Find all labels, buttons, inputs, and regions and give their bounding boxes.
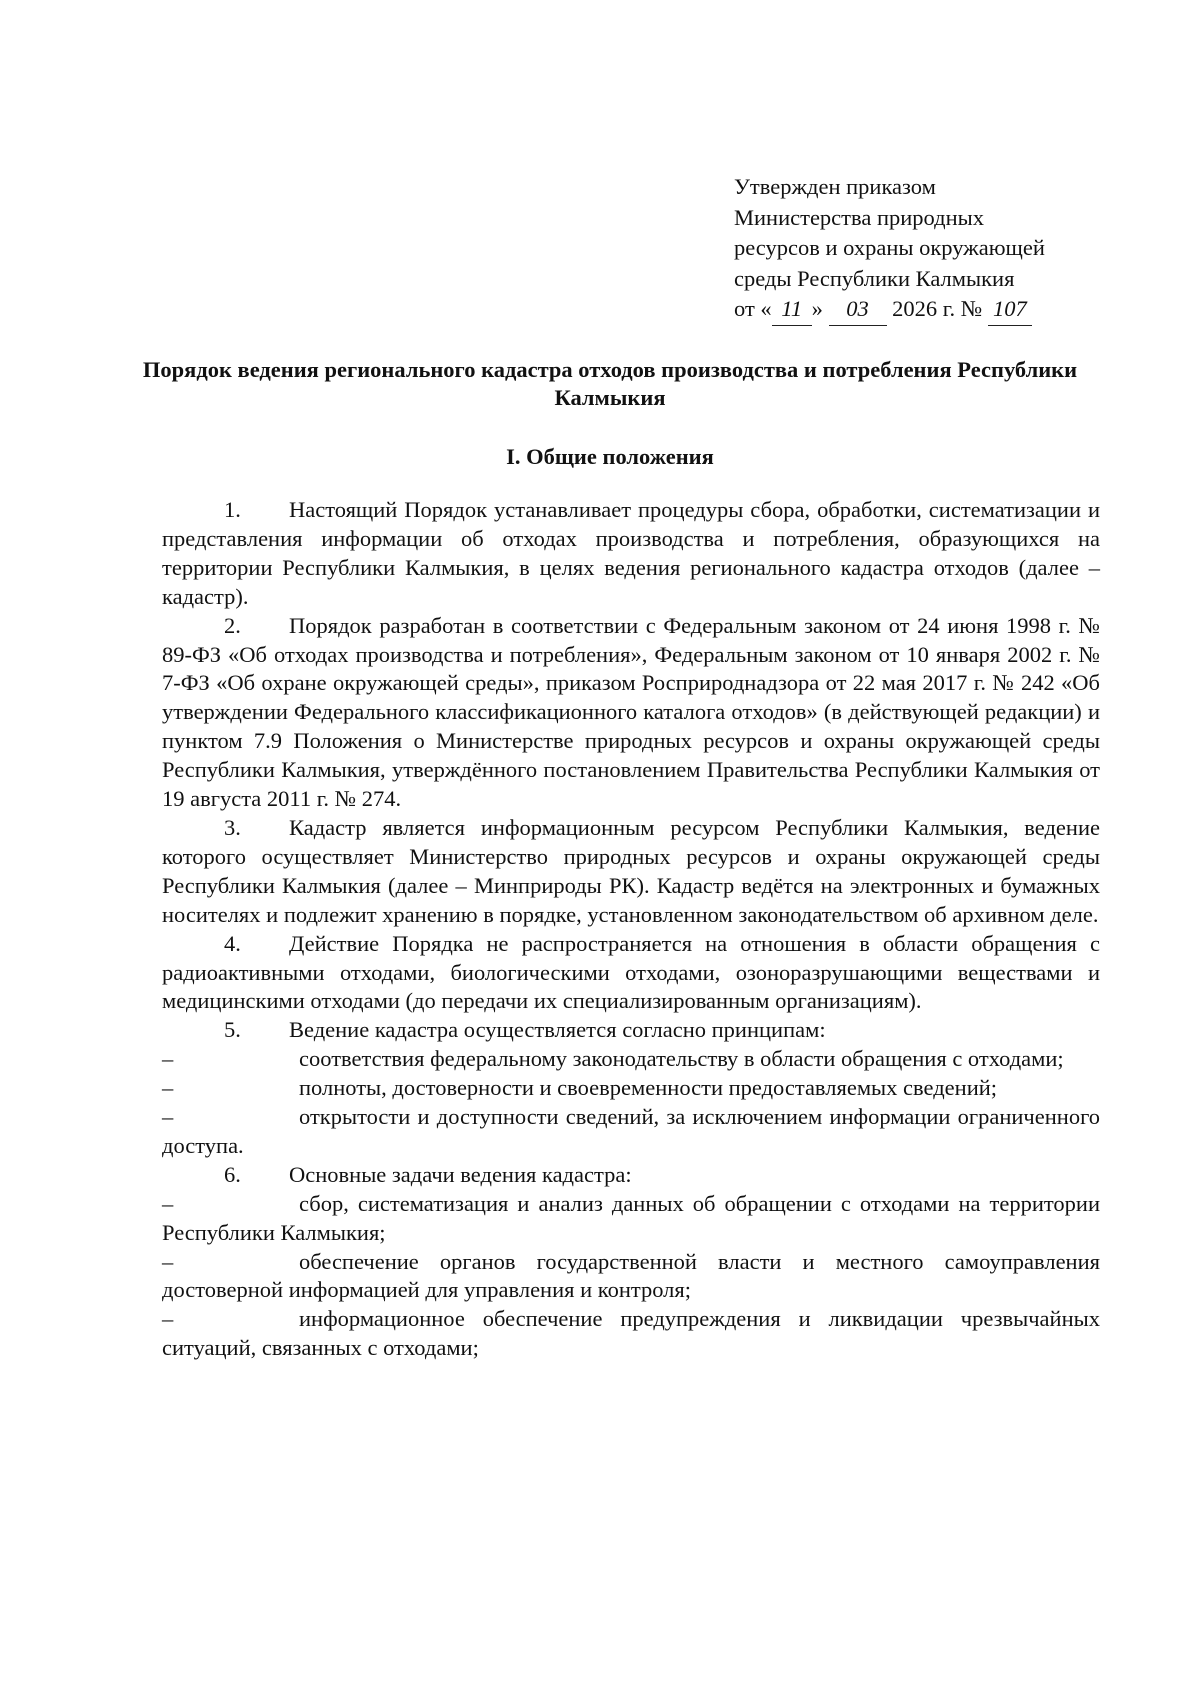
approval-line-3: ресурсов и охраны окружающей: [734, 235, 1045, 260]
paragraph-text: Основные задачи ведения кадастра:: [289, 1161, 632, 1187]
paragraph-number: 1.: [224, 497, 241, 522]
paragraph: [162, 496, 1100, 612]
list-item-dash: –: [162, 1306, 174, 1332]
approval-date-line: [734, 294, 1174, 326]
paragraph: [162, 612, 1100, 814]
list-item-text: соответствия федеральному законодательству в области обращения с отходами;: [299, 1046, 1064, 1072]
list-item: [162, 1305, 1100, 1363]
list-item: [162, 1074, 1100, 1103]
date-prefix: от «: [734, 296, 772, 321]
approval-line-1: Утвержден приказом: [734, 174, 936, 199]
paragraph: [162, 814, 1100, 930]
paragraph-text: Ведение кадастра осуществляется согласно принципам:: [289, 1017, 826, 1043]
list-item: [162, 1190, 1100, 1248]
list-item-text: полноты, достоверности и своевременности предоставляемых сведений;: [299, 1075, 998, 1101]
paragraph: [162, 1161, 1100, 1190]
section-title: I. Общие положения: [506, 444, 714, 469]
list-item: [162, 1045, 1100, 1074]
paragraph-number: 4.: [224, 930, 241, 956]
approval-line-2: Министерства природных: [734, 204, 984, 230]
paragraph-text: Действие Порядка не распространяется на отношения в области обращения с радиоактивными отходами, биологическими отходами, озоноразрушающими веществами и медицинскими отходами (до передачи их специализированным организациям).: [162, 930, 1100, 1014]
paragraph-text: Настоящий Порядок устанавливает процедуры сбора, обработки, систематизации и представления информации об отходах производства и потребления, образующихся на территории Республики Калмыкия, в целях ведения регионального кадастра отходов (далее – кадастр).: [162, 497, 1100, 609]
list-item-dash: –: [162, 1248, 174, 1274]
list-item-dash: –: [162, 1046, 174, 1072]
paragraph: [162, 1016, 1100, 1045]
paragraph-number: 2.: [224, 612, 241, 638]
list-item-text: информационное обеспечение предупреждения и ликвидации чрезвычайных ситуаций, связанных с отходами;: [162, 1306, 1100, 1361]
approval-line-4: среды Республики Калмыкия: [734, 265, 1015, 291]
date-day: 11: [772, 294, 812, 326]
date-month: 03: [829, 294, 887, 326]
document-body: [162, 496, 1100, 1363]
list-item-text: обеспечение органов государственной власти и местного самоуправления достоверной информацией для управления и контроля;: [162, 1248, 1100, 1303]
list-item-text: сбор, систематизация и анализ данных об обращении с отходами на территории Республики Калмыкия;: [162, 1190, 1100, 1245]
document-title: Порядок ведения регионального кадастра отходов производства и потребления Республики Калмыкия: [142, 357, 1078, 410]
list-item-dash: –: [162, 1190, 174, 1216]
date-separator: »: [811, 296, 823, 321]
paragraph-number: 5.: [224, 1017, 241, 1043]
list-item: [162, 1248, 1100, 1306]
list-item-dash: –: [162, 1104, 174, 1130]
approval-stamp: [734, 172, 1174, 326]
date-year: 2026 г. №: [892, 296, 983, 321]
list-item-text: открытости и доступности сведений, за исключением информации ограниченного доступа.: [162, 1104, 1100, 1158]
paragraph-text: Порядок разработан в соответствии с Федеральным законом от 24 июня 1998 г. № 89-ФЗ «Об отходах производства и потребления», Федеральным законом от 10 января 2002 г. № 7-ФЗ «Об охране окружающей среды», приказом Росприроднадзора от 22 мая 2017 г. № 242 «Об утверждении Федерального классификационного каталога отходов» (в действующей редакции) и пунктом 7.9 Положения о Министерстве природных ресурсов и охраны окружающей среды Республики Калмыкия, утверждённого постановлением Правительства Республики Калмыкия от 19 августа 2011 г. № 274.: [162, 612, 1100, 812]
paragraph-text: Кадастр является информационным ресурсом Республики Калмыкия, ведение которого осуществляет Министерство природных ресурсов и охраны окружающей среды Республики Калмыкия (далее – Минприроды РК). Кадастр ведётся на электронных и бумажных носителях и подлежит хранению в порядке, установленном законодательством об архивном деле.: [162, 814, 1100, 927]
paragraph-number: 6.: [224, 1161, 241, 1187]
list-item: [162, 1103, 1100, 1161]
order-number: 107: [988, 294, 1032, 326]
list-item-dash: –: [162, 1075, 174, 1101]
paragraph-number: 3.: [224, 814, 241, 840]
paragraph: [162, 930, 1100, 1017]
